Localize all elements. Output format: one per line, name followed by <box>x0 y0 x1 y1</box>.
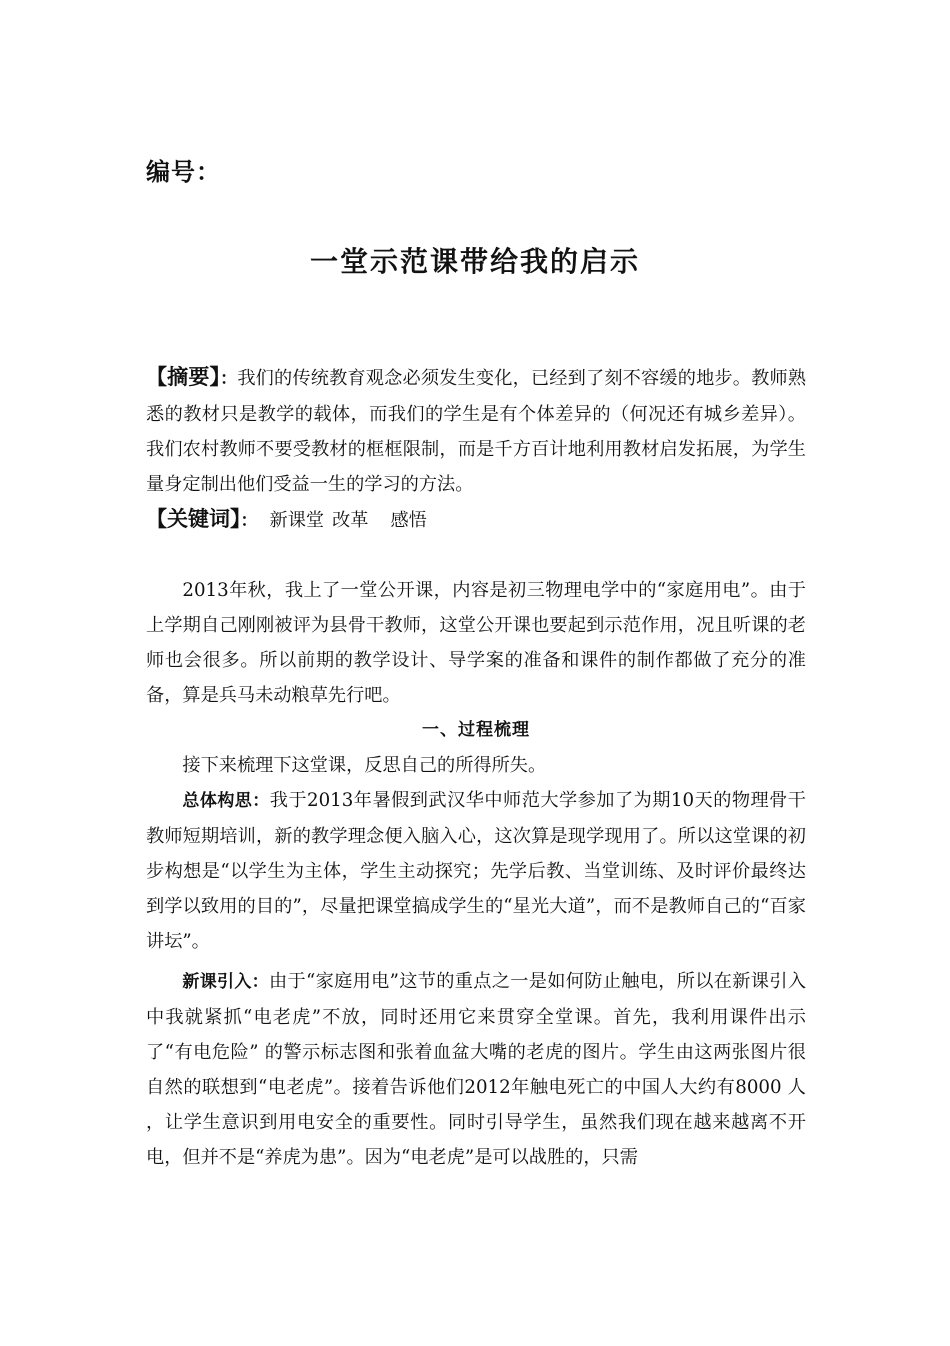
section-lead-paragraph: 接下来梳理下这堂课，反思自己的所得所失。 <box>182 755 547 776</box>
keywords-list <box>258 510 427 531</box>
design-label: 总体构思： <box>182 791 270 811</box>
lesson-intro-text: 由于“家庭用电”这节的重点之一是如何防止触电，所以在新课引入中我就紧抓“电老虎”不放，同时还用它来贯穿全堂课。首先，我利用课件出示了“有电危险” 的警示标志图和张着血盆大嘴的老虎的图片。学生由这两张图片很自然的联想到“电老虎”。接着告诉他们2012年触电死亡的中国人大约有8000 人 ，让学生意识到用电安全的重要性。同时引导学生，虽然我们现在越来越离不开电，但并不是“养虎为患”。因为“电老虎”是可以战胜的，只需 <box>146 971 807 1168</box>
abstract-paragraph <box>146 360 806 502</box>
keyword-item: 新课堂 <box>269 510 325 531</box>
lesson-intro-label: 新课引入： <box>182 972 269 992</box>
intro-paragraph: 2013年秋，我上了一堂公开课，内容是初三物理电学中的“家庭用电”。由于上学期自己刚刚被评为县骨干教师，这堂公开课也要起到示范作用，况且听课的老师也会很多。所以前期的教学设计、导学案的准备和课件的制作都做了充分的准备，算是兵马未动粮草先行吧。 <box>146 580 806 706</box>
design-text: 我于2013年暑假到武汉华中师范大学参加了为期10天的物理骨干教师短期培训，新的教学理念便入脑入心，这次算是现学现用了。所以这堂课的初步构想是“以学生为主体，学生主动探究；先学后教、当堂训练、及时评价最终达到学以致用的目的”，尽量把课堂搞成学生的“星光大道”，而不是教师自己的“百家讲坛”。 <box>146 790 806 952</box>
serial-number-label: 编号： <box>146 158 221 186</box>
design-paragraph <box>146 783 806 959</box>
lesson-intro-paragraph <box>146 964 806 1175</box>
abstract-text: 我们的传统教育观念必须发生变化，已经到了刻不容缓的地步。教师熟悉的教材只是教学的载体，而我们的学生是有个体差异的（何况还有城乡差异）。我们农村教师不要受教材的框框限制，而是千方百计地利用教材启发拓展，为学生量身定制出他们受益一生的学习的方法。 <box>146 368 807 495</box>
document-body <box>146 360 806 1175</box>
abstract-label: 【摘要】 <box>146 365 221 389</box>
keyword-item: 感悟 <box>390 510 427 531</box>
keywords-colon: ： <box>240 511 258 531</box>
document-title: 一堂示范课带给我的启示 <box>309 245 640 278</box>
keyword-item: 改革 <box>332 510 369 531</box>
keywords-line <box>146 502 806 539</box>
abstract-colon: ： <box>220 369 238 389</box>
keywords-label: 【关键词】 <box>146 507 241 531</box>
section-heading: 一、过程梳理 <box>422 720 530 740</box>
